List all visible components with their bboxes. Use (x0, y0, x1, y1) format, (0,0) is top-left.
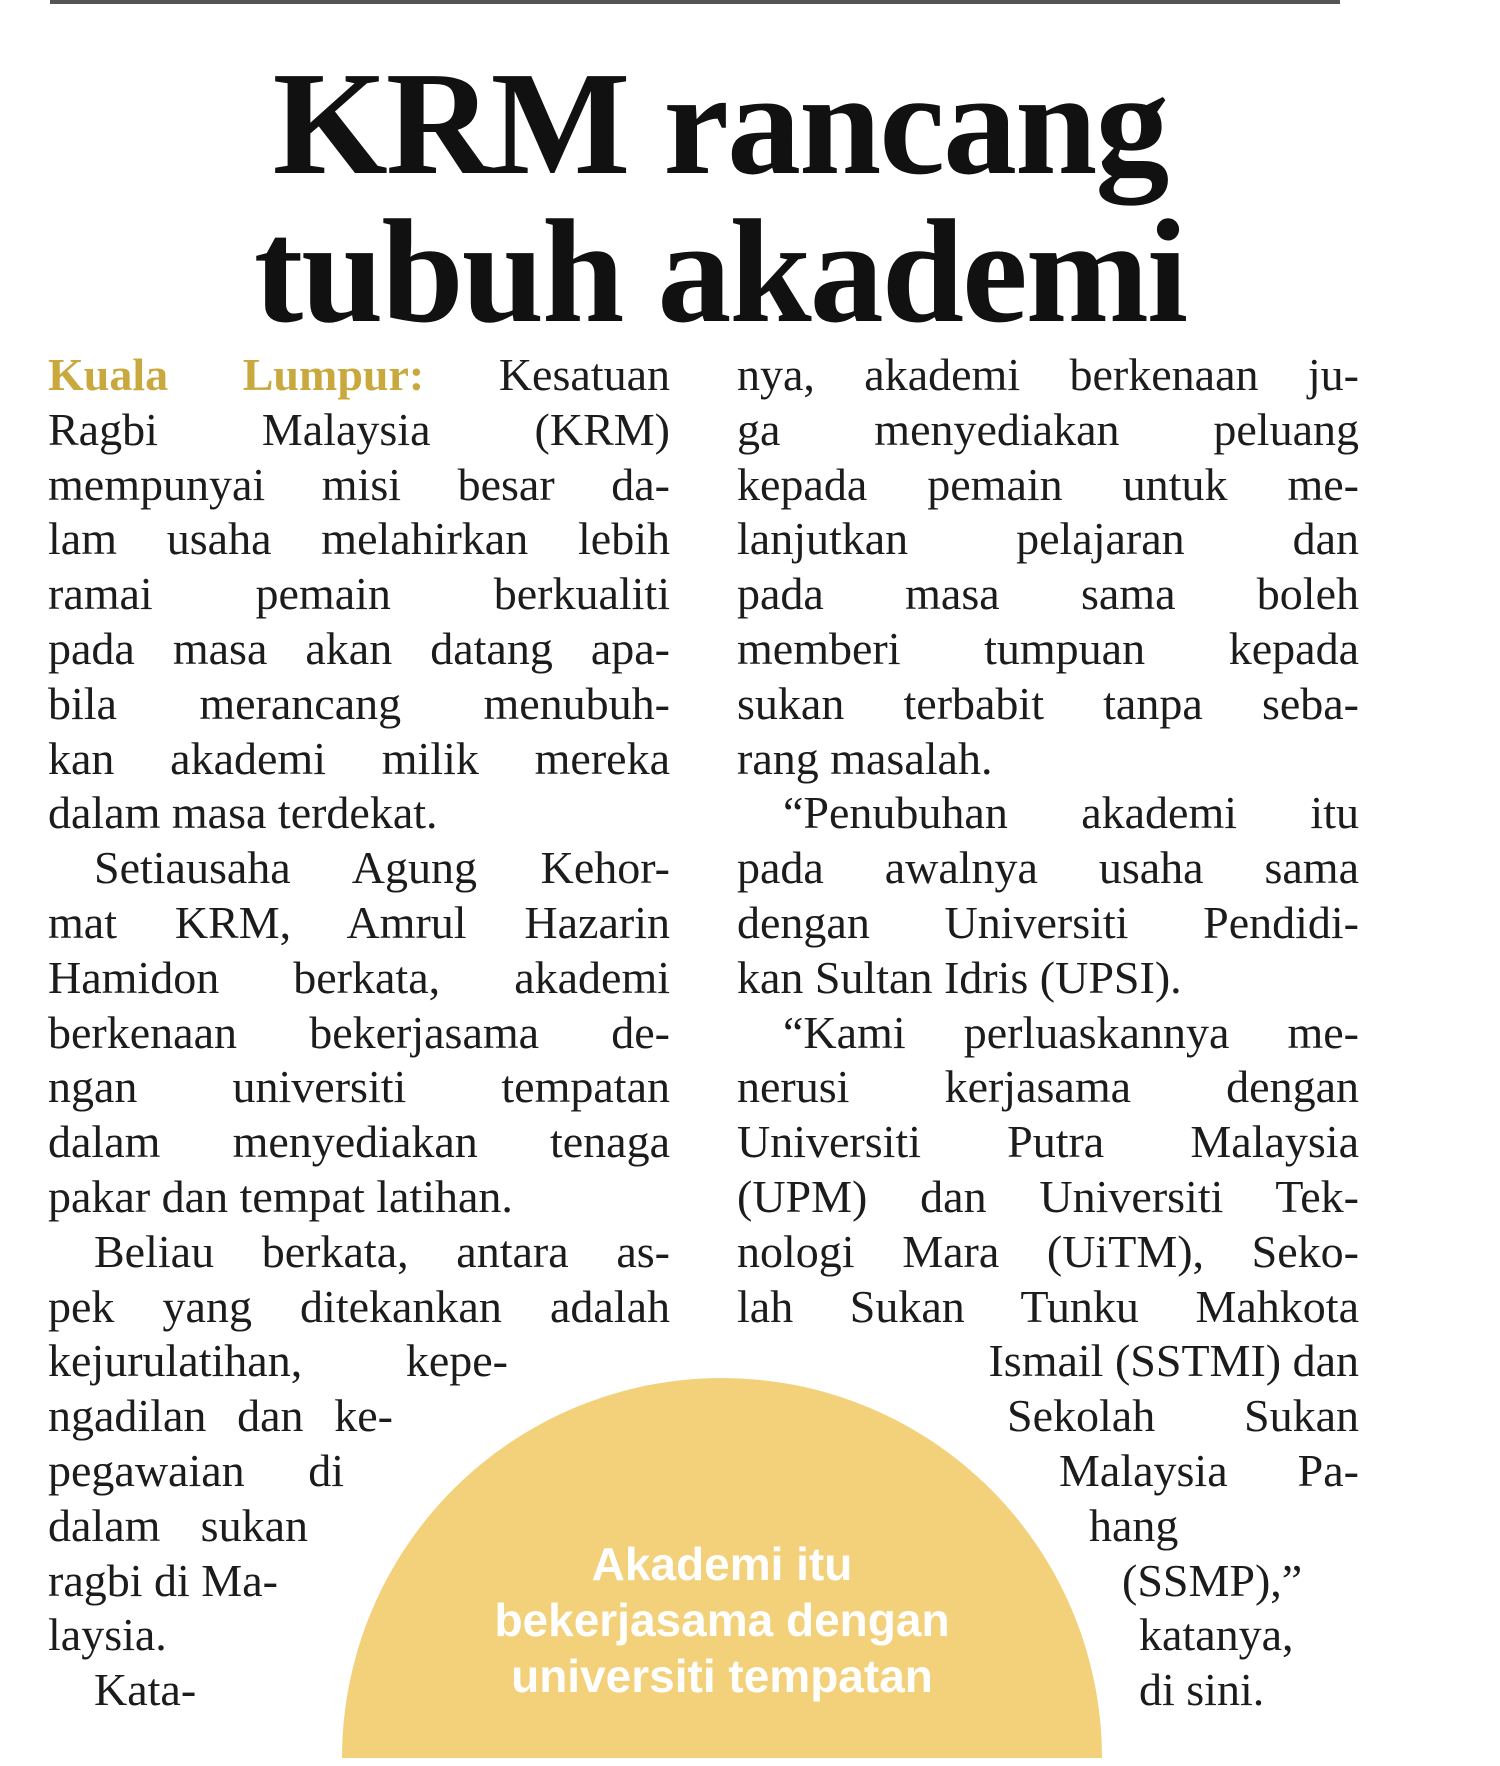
article-line: memberi tumpuan kepada (737, 622, 1359, 674)
pullquote-line: Akademi itu (591, 1538, 853, 1590)
article-line: nerusi kerjasama dengan (737, 1061, 1359, 1113)
article-line: “Penubuhan akademi itu (783, 787, 1359, 839)
article-line: Kata- (94, 1664, 197, 1716)
article-line: ragbi di Ma- (48, 1554, 278, 1606)
article-line: Universiti Putra Malaysia (737, 1116, 1359, 1168)
article-line: pada masa akan datang apa- (48, 622, 670, 674)
article-line: mat KRM, Amrul Hazarin (48, 896, 670, 948)
article-line: mempunyai misi besar da- (48, 458, 670, 510)
article-line: (UPM) dan Universiti Tek- (737, 1170, 1359, 1222)
article-line: sukan terbabit tanpa seba- (737, 677, 1359, 729)
article-line: nya, akademi berkenaan ju- (737, 349, 1359, 400)
headline-line-2: tubuh akademi (253, 190, 1187, 354)
article-line: katanya, (1139, 1609, 1294, 1661)
article-line: dalam masa terdekat. (48, 787, 438, 839)
article-line: kan akademi milik mereka (48, 732, 670, 784)
article-line: (SSMP),” (1122, 1554, 1303, 1606)
article-line: di sini. (1139, 1664, 1265, 1716)
article-line: “Kami perluaskannya me- (783, 1006, 1359, 1058)
article-line: pakar dan tempat latihan. (48, 1170, 513, 1222)
article-line: pegawaian di (48, 1444, 344, 1496)
article-line: Ismail (SSTMI) dan (988, 1335, 1359, 1387)
article-line: nologi Mara (UiTM), Seko- (737, 1225, 1359, 1277)
article-line: Sekolah Sukan (1007, 1390, 1359, 1442)
article-line: rang masalah. (737, 732, 993, 784)
article-line: Ragbi Malaysia (KRM) (48, 403, 670, 455)
article-line: kejurulatihan, kepe- (48, 1335, 508, 1387)
article-line: Hamidon berkata, akademi (48, 951, 670, 1003)
article-line: berkenaan bekerjasama de- (48, 1006, 670, 1058)
article-line: Malaysia Pa- (1059, 1444, 1359, 1496)
article-line: ngan universiti tempatan (48, 1061, 670, 1113)
dateline: Kuala Lumpur: (48, 349, 425, 400)
article-line: hang (1089, 1499, 1179, 1551)
pullquote-text (342, 1536, 1102, 1704)
article-line: Kuala Lumpur: Kesatuan (48, 349, 670, 400)
article-line: Setiausaha Agung Kehor- (94, 842, 670, 894)
headline (0, 42, 1440, 354)
article-line: lah Sukan Tunku Mahkota (737, 1280, 1359, 1332)
article-line: ramai pemain berkualiti (48, 568, 670, 620)
article-line: laysia. (48, 1609, 167, 1661)
article-line: lanjutkan pelajaran dan (737, 513, 1359, 565)
article-line: bila merancang menubuh- (48, 677, 670, 729)
article-line: pada masa sama boleh (737, 568, 1359, 620)
article-line: kepada pemain untuk me- (737, 458, 1359, 510)
article-line: ga menyediakan peluang (737, 403, 1359, 455)
article-line: dalam menyediakan tenaga (48, 1116, 670, 1168)
article-line: lam usaha melahirkan lebih (48, 513, 670, 565)
headline-line-1: KRM rancang (272, 42, 1168, 206)
article-line: dengan Universiti Pendidi- (737, 896, 1359, 948)
article-line: Beliau berkata, antara as- (94, 1225, 670, 1277)
article-line: ngadilan dan ke- (48, 1390, 393, 1442)
pullquote-line: bekerjasama dengan (494, 1594, 950, 1646)
pullquote-line: universiti tempatan (511, 1650, 933, 1702)
article-line: pada awalnya usaha sama (737, 842, 1359, 894)
article-line: dalam sukan (48, 1499, 308, 1551)
article-line: pek yang ditekankan adalah (48, 1280, 670, 1332)
article-line: kan Sultan Idris (UPSI). (737, 951, 1182, 1003)
top-rule (50, 0, 1340, 4)
